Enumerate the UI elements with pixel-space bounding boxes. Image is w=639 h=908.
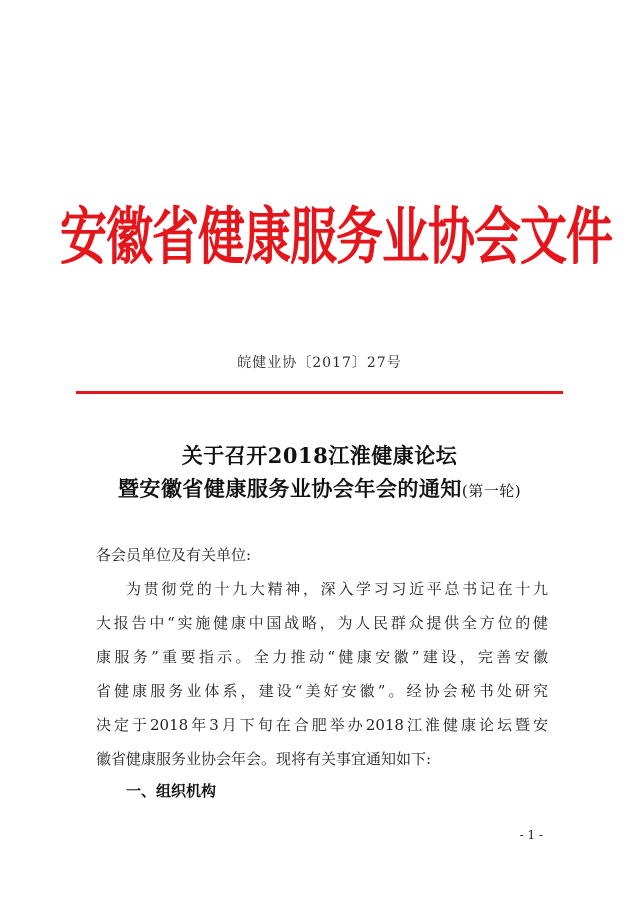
red-divider-rule bbox=[76, 391, 563, 394]
body-paragraph-line: 康服务”重要指示。全力推动“健康安徽”建设，完善安徽 bbox=[96, 648, 548, 666]
section-heading-organization: 一、组织机构 bbox=[126, 782, 217, 800]
document-header-title: 安徽省健康服务业协会文件 bbox=[60, 201, 612, 274]
notice-title-line-2-text: 暨安徽省健康服务业协会年会的通知 bbox=[117, 476, 462, 501]
salutation: 各会员单位及有关单位: bbox=[96, 546, 252, 564]
document-number: 皖健业协〔2017〕27号 bbox=[237, 355, 402, 371]
body-paragraph-line: 为贯彻党的十九大精神，深入学习习近平总书记在十九 bbox=[126, 580, 548, 598]
body-paragraph-line: 徽省健康服务业协会年会。现将有关事宜通知如下: bbox=[96, 750, 432, 768]
body-paragraph-line: 大报告中“实施健康中国战略，为人民群众提供全方位的健 bbox=[96, 614, 548, 632]
notice-round-label: (第一轮) bbox=[461, 482, 522, 500]
page-number: - 1 - bbox=[519, 828, 543, 842]
body-paragraph-line: 省健康服务业体系，建设“美好安徽”。经协会秘书处研究 bbox=[96, 682, 548, 700]
notice-title-line-2 bbox=[0, 473, 639, 503]
notice-title-line-1: 关于召开2018江淮健康论坛 bbox=[181, 443, 458, 468]
body-paragraph-line: 决定于2018年3月下旬在合肥举办2018江淮健康论坛暨安 bbox=[96, 716, 548, 734]
